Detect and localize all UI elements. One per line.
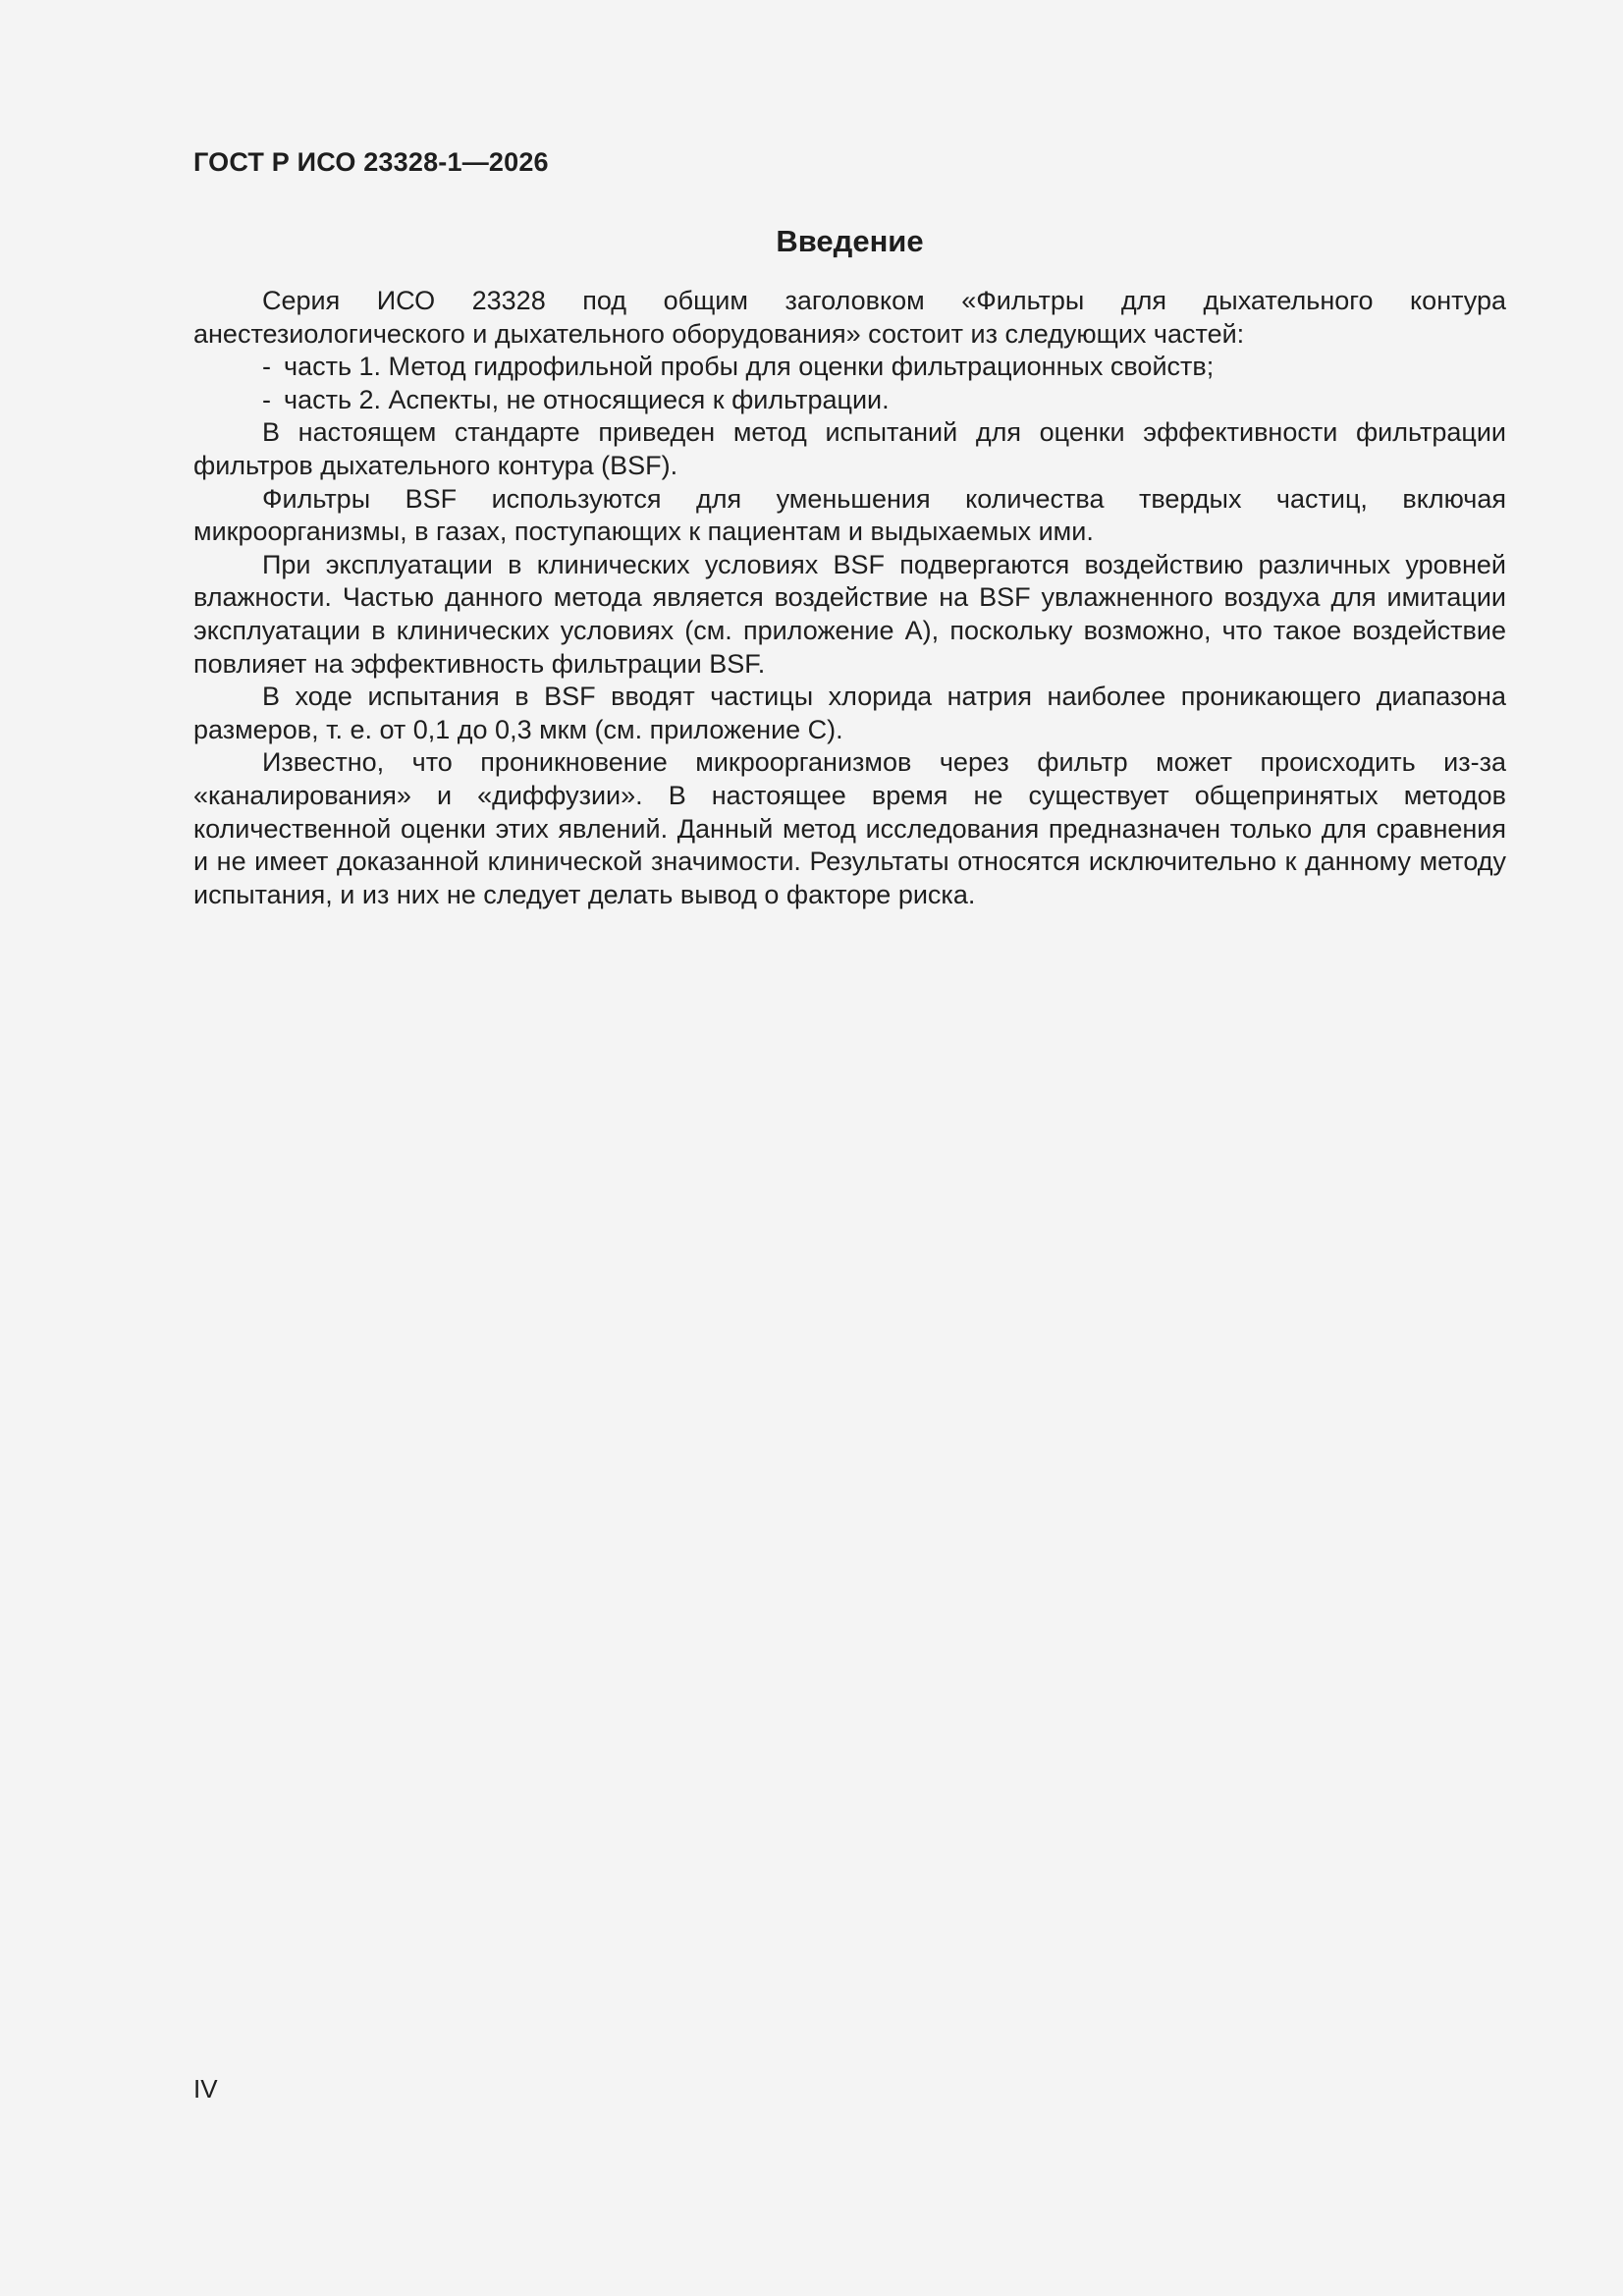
- list-item-text: часть 2. Аспекты, не относящиеся к фильтрации.: [284, 384, 890, 414]
- list-dash: -: [262, 352, 271, 382]
- section-title: Введение: [776, 224, 924, 258]
- paragraph-particles: В ходе испытания в BSF вводят частицы хлорида натрия наиболее проникающего диапазона размеров, т. е. от 0,1 до 0,3 мкм (см. приложение С).: [193, 682, 1506, 744]
- page-number: IV: [193, 2074, 218, 2104]
- paragraph-penetration: Известно, что проникновение микроорганизмов через фильтр может происходить из-за «каналирования» и «диффузии». В настоящее время не существует общепринятых методов количественной оценки этих явлений. Данный метод исследования предназначен только для сравнения и не имеет доказанной клинической значимости. Результаты относятся исключительно к данному методу испытания, и из них не следует делать вывод о факторе риска.: [193, 747, 1506, 909]
- list-item-part-2: [193, 384, 1506, 417]
- paragraph-humidity: При эксплуатации в клинических условиях BSF подвергаются воздействию различных уровней влажности. Частью данного метода является воздействие на BSF увлажненного воздуха для имитации эксплуатации в клинических условиях (см. приложение А), поскольку возможно, что такое воздействие повлияет на эффективность фильтрации BSF.: [193, 549, 1506, 679]
- body-text: [193, 285, 1506, 911]
- paragraph-test-method: В настоящем стандарте приведен метод испытаний для оценки эффективности фильтрации фильтров дыхательного контура (BSF).: [193, 417, 1506, 480]
- paragraph-bsf-purpose: Фильтры BSF используются для уменьшения количества твердых частиц, включая микроорганизмы, в газах, поступающих к пациентам и выдыхаемых ими.: [193, 483, 1506, 547]
- paragraph-series-intro: Серия ИСО 23328 под общим заголовком «Фильтры для дыхательного контура анестезиологического и дыхательного оборудования» состоит из следующих частей:: [193, 286, 1506, 349]
- document-code-header: ГОСТ Р ИСО 23328-1—2026: [193, 147, 549, 177]
- list-item-part-1: [193, 351, 1506, 384]
- list-dash: -: [262, 384, 271, 414]
- list-item-text: часть 1. Метод гидрофильной пробы для оценки фильтрационных свойств;: [284, 352, 1215, 382]
